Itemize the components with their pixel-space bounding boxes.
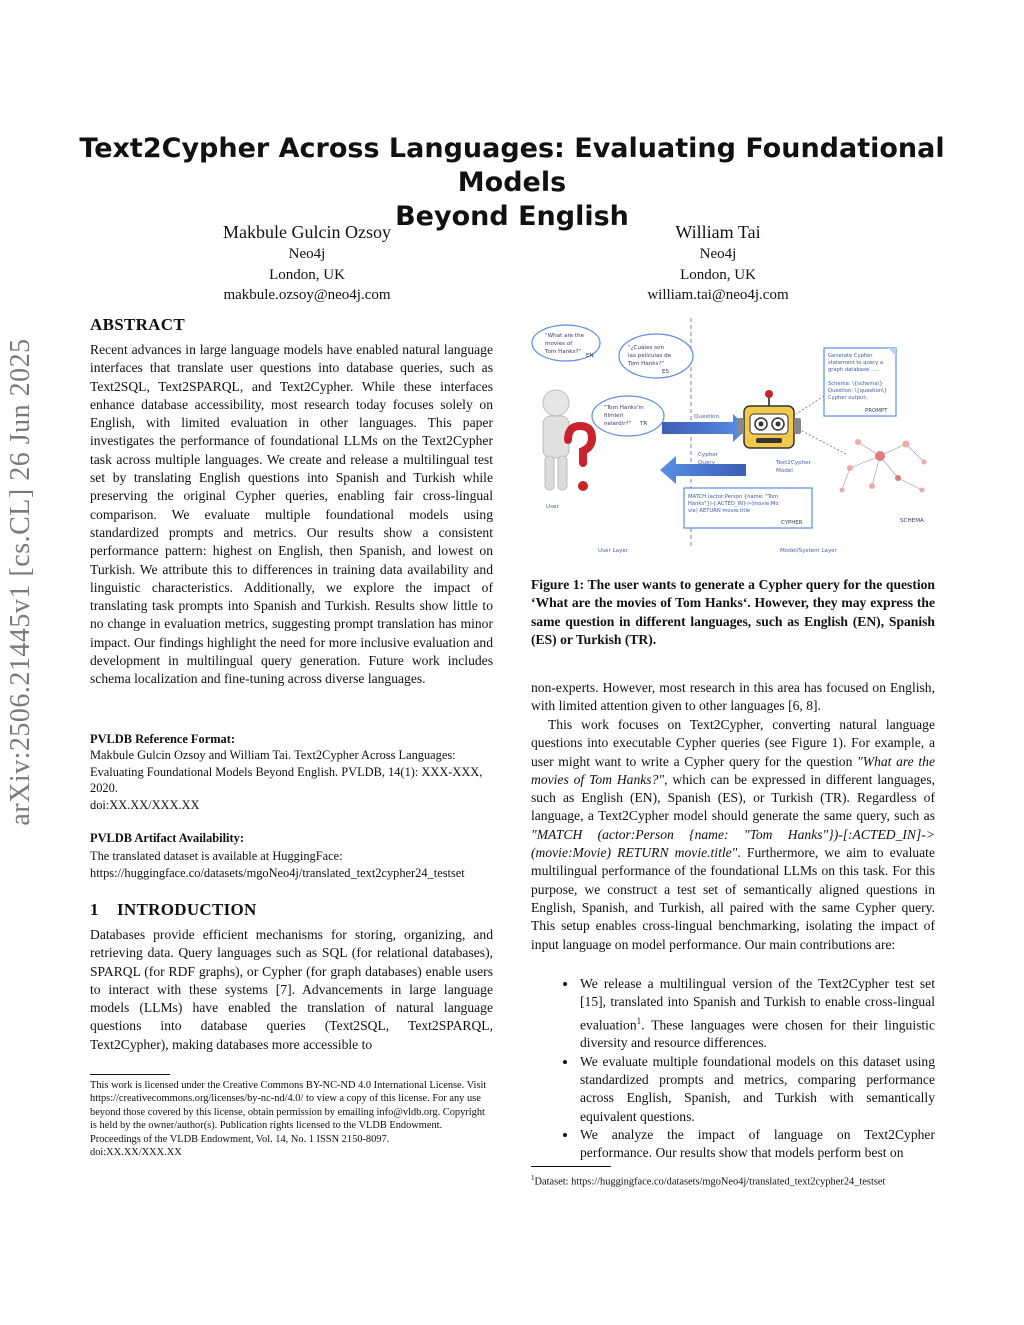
reference-doi: doi:XX.XX/XXX.XX [90, 797, 200, 812]
author-name: Makbule Gulcin Ozsoy [223, 222, 391, 242]
bubble-en-line-3: Tom Hanks?" [545, 349, 581, 355]
author-email[interactable]: makbule.ozsoy@neo4j.com [223, 287, 391, 303]
intro-title: INTRODUCTION [117, 900, 257, 919]
bubble-tr-line-1: "Tom Hanks'in [604, 405, 644, 411]
author-2 [593, 220, 843, 306]
prompt-line-2: statement to query a [828, 360, 884, 366]
footnote-mark[interactable]: 1 [636, 1015, 642, 1026]
query-line-1: MATCH (actor:Person {name: "Tom [688, 494, 779, 500]
abstract-text: Recent advances in large language models have enabled natural language interfaces that translate user questions into database queries, such as Text2SQL, Text2SPARQL, and Text2Cypher. While these interfaces enhance database accessibility, most research today focuses solely on English, with limited evaluation in other languages. This paper investigates the performance of foundational LLMs on the Text2Cypher task across multiple languages. We create and release a multilingual test set by translating English questions into Spanish and Turkish while preserving the original Cypher queries, enabling fair cross-lingual comparison. We evaluate multiple foundational models using standardized prompts and metrics. Our results show a consistent performance pattern: highest on English, then Spanish, and lowest on Turkish. We attribute this to differences in training data availability and linguistic characteristics. Additionally, we explore the impact of translating task prompts into Spanish and Turkish. Results show little to no change in evaluation metrics, suggesting prompt translation has minor impact. Our findings highlight the need for more inclusive evaluation and development in multilingual query generation. Future work includes schema localization and fine-tuning across diverse languages. [90, 342, 493, 687]
bubble-en-line-2: movies of [545, 341, 573, 347]
p2-example-cypher: "MATCH (actor:Person {name: "Tom Hanks"})-[:ACTED_IN]->(movie:Movie) RETURN movie.title" [531, 826, 935, 861]
author-location: London, UK [680, 266, 756, 283]
bubble-es-line-1: "¿Cuáles son [628, 345, 664, 351]
bubble-en [532, 325, 600, 361]
bubble-tr-line-2: filmleri [604, 413, 624, 419]
reference-format-heading: PVLDB Reference Format: [90, 732, 235, 746]
figure-1-caption: Figure 1: The user wants to generate a Cypher query for the question ‘What are the movies of Tom Hanks‘. However, they may express the same question in different languages, such as English (EN), Spanish (ES) or Turkish (TR). [531, 577, 935, 648]
query-tag: CYPHER [781, 520, 803, 526]
prompt-line-5: Schema: \{schema\} [828, 381, 883, 387]
abstract-heading: ABSTRACT [90, 315, 185, 334]
contribution-item [578, 1053, 935, 1126]
intro-text-right-1: non-experts. However, most research in this area has focused on English, with limited attention given to other languages [6, 8]. [531, 680, 935, 714]
cypher-query-box [684, 488, 812, 528]
paper-title [70, 132, 954, 234]
author-affiliation: Neo4j [288, 246, 326, 262]
query-line-3: vie) RETURN movie.title [688, 508, 751, 514]
cypher-label-2: Query [698, 460, 715, 466]
footnote-dataset-text[interactable]: Dataset: https://huggingface.co/datasets/mgoNeo4j/translated_text2cypher24_testset [534, 1176, 886, 1188]
schema-tag: SCHEMA [900, 518, 924, 524]
prompt-line-3: graph database. .... [828, 367, 879, 373]
prompt-line-1: Generate Cypher [828, 353, 873, 359]
footnote-number: 1 [531, 1174, 535, 1182]
author-name: William Tai [675, 222, 761, 242]
footnote-rule-right [531, 1166, 611, 1167]
footnote-doi: doi:XX.XX/XXX.XX [90, 1147, 182, 1159]
model-layer-label: Model/System Layer [780, 548, 837, 554]
intro-heading [90, 900, 257, 920]
bubble-tr-tag: TR [640, 421, 648, 427]
artifact-text: The translated dataset is available at HuggingFace: https://huggingface.co/datasets/mgoNeo4j/translated_text2cypher24_testset [90, 849, 465, 880]
title-line-2: Beyond English [395, 201, 629, 232]
reference-text: Makbule Gulcin Ozsoy and William Tai. Text2Cypher Across Languages: Evaluating Foundational Models Beyond English. PVLDB, 14(1): XXX-XXX, 2020. [90, 748, 483, 795]
question-label: Question [694, 414, 720, 420]
prompt-line-7: Cypher output: [828, 395, 868, 401]
prompt-tag: PROMPT [865, 408, 888, 414]
contribution-text: We analyze the impact of language on Text2Cypher performance. Our results show that models perform best on [580, 1126, 935, 1161]
prompt-line-6: Question: \{question\} [828, 388, 888, 394]
author-affiliation: Neo4j [699, 246, 737, 262]
contribution-text: We evaluate multiple foundational models on this dataset using standardized prompts and metrics, comparing performance across English, Spanish, and Turkish with semantically equivalent questions. [580, 1053, 935, 1124]
model-label-1: Text2Cypher [776, 460, 811, 466]
artifact-heading: PVLDB Artifact Availability: [90, 831, 244, 845]
user-layer-label: User Layer [598, 548, 629, 554]
bubble-en-line-1: "What are the [545, 333, 585, 339]
bubble-es-tag: ES [662, 369, 670, 375]
intro-text-left: Databases provide efficient mechanisms for storing, organizing, and retrieving data. Query languages such as SQL (for relational databases), SPARQL (for RDF graphs), or Cypher (for graph databases) enable users to interact with these systems [7]. Advancements in large language models (LLMs) have enabled the translation of natural language questions into database queries (Text2SQL, Text2SPARQL, Text2Cypher), making databases more accessible to [90, 927, 493, 1052]
p2-example-question: "What are the movies of Tom Hanks?" [531, 753, 935, 787]
proceedings-text: Proceedings of the VLDB Endowment, Vol. 14, No. 1 ISSN 2150-8097. [90, 1133, 390, 1145]
intro-paragraph-2 [531, 716, 935, 954]
footnote-dataset [531, 1172, 941, 1189]
prompt-box [824, 348, 896, 416]
arxiv-identifier: arXiv:2506.21445v1 [cs.CL] 26 Jun 2025 [5, 338, 36, 826]
contribution-text: We release a multilingual version of the Text2Cypher test set [15], translated into Spanish and Turkish to enable cross-lingual evaluation [580, 976, 935, 1033]
bubble-tr [592, 396, 664, 436]
model-label-2: Model [776, 468, 793, 474]
bubble-es-line-2: las películas de [628, 353, 672, 359]
schema-graph-icon [840, 439, 927, 493]
user-label: User [546, 504, 559, 510]
figure-1-diagram [528, 318, 938, 560]
author-location: London, UK [269, 266, 345, 283]
user-figure-icon [543, 390, 592, 491]
reference-format [90, 747, 493, 813]
bubble-tr-line-3: nelerdir?" [604, 421, 632, 427]
cypher-label-1: Cypher [698, 452, 719, 458]
contribution-item [578, 975, 935, 1053]
contribution-text-cont: . These languages were chosen for their linguistic diversity and resource differences. [580, 1017, 935, 1051]
contribution-item [578, 1126, 935, 1163]
intro-number: 1 [90, 900, 99, 919]
bubble-en-tag: EN [586, 353, 594, 359]
contributions-list [531, 975, 935, 1163]
author-1 [182, 220, 432, 306]
footnote-rule [90, 1074, 170, 1075]
title-line-1: Text2Cypher Across Languages: Evaluating Foundational Models [79, 133, 945, 198]
p2-part-c: . Furthermore, we aim to evaluate multilingual performance of the foundational LLMs on this task. For this purpose, we construct a test set of semantically aligned questions in English, Spanish, and Turkish, all paired with the same Cypher query. This setup enables cross-lingual benchmarking, isolating the impact of input language on model performance. Our main contributions are: [531, 845, 935, 952]
author-email[interactable]: william.tai@neo4j.com [647, 287, 789, 303]
footnote-license [90, 1079, 490, 1159]
bubble-es-line-3: Tom Hanks?" [628, 361, 664, 367]
query-line-2: Hanks"})-[:ACTED_IN]->(movie:Mo [688, 501, 779, 507]
p2-part-b: , which can be expressed in different languages, such as English (EN), Spanish (ES), or Turkish (TR). Regardless of language, a Text2Cypher model should generate the same query, such as [531, 771, 936, 824]
bubble-es [619, 334, 693, 378]
license-text: This work is licensed under the Creative Commons BY-NC-ND 4.0 International License. Visit https://creativecommons.org/licenses/by-nc-nd/4.0/ to view a copy of this license. For any use beyond those covered by this license, obtain permission by emailing info@vldb.org. Copyright is held by the owner/author(s). Publication rights licensed to the VLDB Endowment. [90, 1080, 487, 1132]
robot-model-icon [737, 390, 801, 448]
p2-part-a: This work focuses on Text2Cypher, converting natural language questions into executable Cypher queries (see Figure 1). For example, a user might want to write a Cypher query for the question [531, 717, 935, 769]
